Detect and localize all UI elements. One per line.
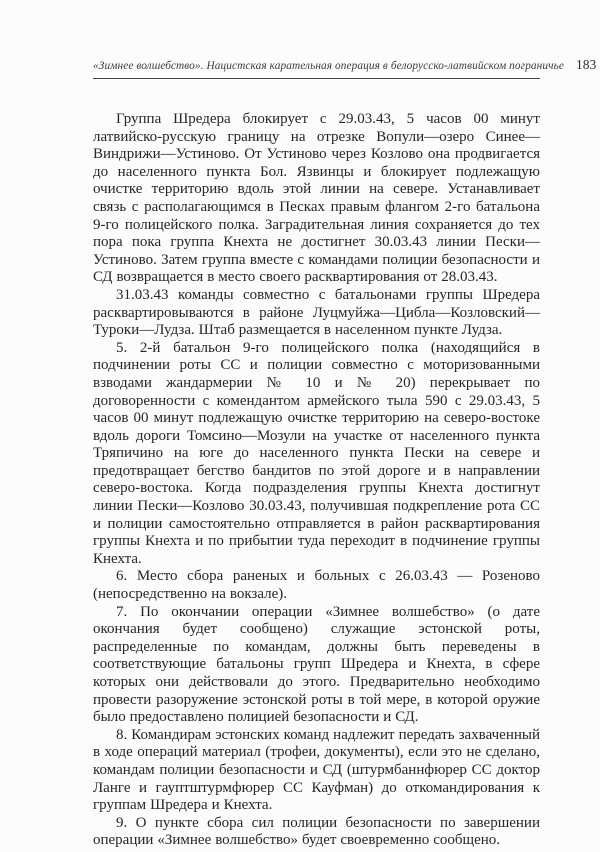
paragraph: 5. 2-й батальон 9-го полицейского полка (находящийся в подчинении роты СС и полиции совместно с моторизованными взводами жандармерии № 10 и № 20) перекрывает по договоренности с комендантом армейского тыла 590 с 29.03.43, 5 часов 00 минут подлежащую очистке территорию на северо-востоке вдоль дороги Томсино—Мозули на участке от населенного пункта Тряпичино на юге до населенного пункта Пески на севере и предотвращает бегство бандитов по этой дороге и в направлении северо-востока. Когда подразделения группы Кнехта достигнут линии Пески—Козлово 30.03.43, получившая подкрепление рота СС и полиции самостоятельно отправляется в район расквартирования группы Кнехта и по прибытии туда переходит в подчинение группы Кнехта.	[93, 339, 540, 567]
paragraph: Группа Шредера блокирует с 29.03.43, 5 часов 00 минут латвийско-русскую границу на отрезке Вопули—озеро Синее—Виндрижи—Устиново. От Устиново через Козлово она продвигается до населенного пункта Бол. Язвинцы и блокирует подлежащую очистке территорию вдоль этой линии на севере. Устанавливает связь с располагающимся в Песках правым флангом 2-го батальона 9-го полицейского полка. Заградительная линия сохраняется до тех пора пока группа Кнехта не достигнет 30.03.43 линии Пески—Устиново. Затем группа вместе с командами полиции безопасности и СД возвращается в место своего расквартирования от 28.03.43.	[93, 111, 540, 286]
header-rule	[93, 78, 540, 79]
page-body	[93, 111, 540, 850]
paragraph: 31.03.43 команды совместно с батальонами группы Шредера расквартировываются в районе Луцмуйжа—Цибла—Козловский—Туроки—Лудза. Штаб размещается в населенном пункте Лудза.	[93, 286, 540, 339]
paragraph: 9. О пункте сбора сил полиции безопасности по завершении операции «Зимнее волшебство» будет своевременно сообщено.	[93, 814, 540, 849]
running-title: «Зимнее волшебство». Нацистская карательная операция в белорусско-латвийском пограничье	[93, 60, 564, 72]
paragraph: 8. Командирам эстонских команд надлежит передать захваченный в ходе операций материал (трофеи, документы), если это не сделано, командам полиции безопасности и СД (штурмбаннфюрер СС доктор Ланге и гауптштурмфюрер СС Кауфман) до откомандирования к группам Шредера и Кнехта.	[93, 726, 540, 814]
page-number: 183	[575, 57, 597, 72]
running-header	[93, 57, 597, 73]
paragraph: 7. По окончании операции «Зимнее волшебство» (о дате окончания будет сообщено) служащие эстонской роты, распределенные по командам, должны быть переведены в соответствующие батальоны групп Шредера и Кнехта, в сфере которых они действовали до этого. Предварительно необходимо провести разоружение эстонской роты в той мере, в которой оружие было предоставлено полицией безопасности и СД.	[93, 603, 540, 726]
paragraph: 6. Место сбора раненых и больных с 26.03.43 — Розеново (непосредственно на вокзале).	[93, 568, 540, 603]
page-content	[93, 57, 597, 850]
